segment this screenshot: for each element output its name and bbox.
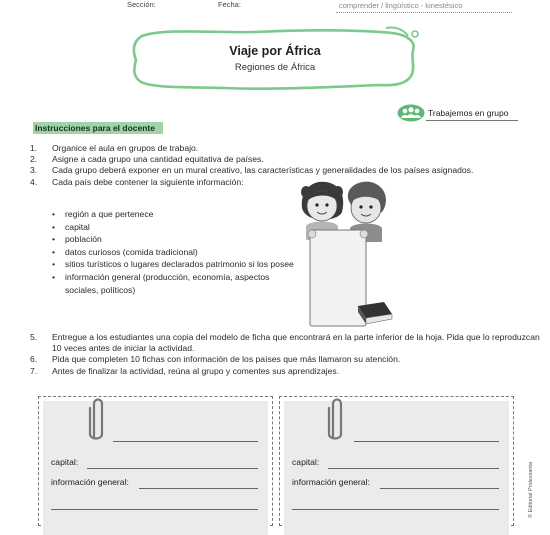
step-item: 5. Entregue a los estudiantes una copia del modelo de ficha que encontrará en la parte inferior de la hoja. Pida que lo reproduzcan 10 veces antes de iniciar la actividad. xyxy=(30,332,540,354)
title-banner-cloud xyxy=(124,24,424,94)
children-holding-poster-illustration xyxy=(296,178,396,333)
group-underline xyxy=(426,120,518,121)
step-item: 3. Cada grupo deberá exponer en un mural creativo, las características y generalidades de los países asignados. xyxy=(30,165,474,176)
card-panel xyxy=(284,401,509,535)
paperclip-icon xyxy=(326,394,348,442)
steps-list-1 xyxy=(30,143,540,188)
capital-line xyxy=(87,468,258,469)
step-item: 1. Organice el aula en grupos de trabajo. xyxy=(30,143,199,153)
worksheet-header xyxy=(0,0,550,14)
step-item: 6. Pida que completen 10 fichas con información de los países que más llamaron su atención. xyxy=(30,354,401,365)
info-line-2 xyxy=(51,509,258,510)
page-title: Viaje por África xyxy=(229,44,321,58)
paperclip-icon xyxy=(87,394,109,442)
info-label: información general: xyxy=(292,477,370,487)
bullet-item: • población xyxy=(52,233,297,246)
capital-label: capital: xyxy=(292,457,320,467)
publisher-credit: © Editorial Prolexsanta xyxy=(528,461,534,518)
info-line-2 xyxy=(292,509,499,510)
info-line xyxy=(380,488,499,489)
teacher-instructions-heading: Instrucciones para el docente xyxy=(33,122,163,134)
step-item: 7. Antes de finalizar la actividad, reúna al grupo y comentes sus aprendizajes. xyxy=(30,365,340,376)
capital-line xyxy=(328,468,499,469)
group-icon xyxy=(397,104,425,122)
card-panel xyxy=(43,401,268,535)
page-subtitle: Regiones de África xyxy=(234,62,316,73)
header-dotted-line xyxy=(336,12,512,13)
step-item: 4. Cada país debe contener la siguiente información: xyxy=(30,176,244,187)
bullet-item: • datos curiosos (comida tradicional) xyxy=(52,246,297,259)
fecha-label: Fecha: xyxy=(218,0,241,9)
info-label: información general: xyxy=(51,477,129,487)
steps-list-2 xyxy=(30,332,545,377)
bullet-item: • capital xyxy=(52,221,297,234)
seccion-label: Sección: xyxy=(127,0,156,9)
bullet-item: • información general (producción, economía, aspectos sociales, políticos) xyxy=(52,271,297,296)
country-card-template xyxy=(279,396,514,526)
group-work-label: Trabajemos en grupo xyxy=(428,108,509,118)
country-card-template xyxy=(38,396,273,526)
info-bullets xyxy=(52,208,297,296)
bullet-item: • sitios turísticos o lugares declarados patrimonio si los posee xyxy=(52,258,297,271)
bullet-item: • región a que pertenece xyxy=(52,208,297,221)
capital-label: capital: xyxy=(51,457,79,467)
info-line xyxy=(139,488,258,489)
country-name-line xyxy=(354,441,499,442)
step-item: 2. Asigne a cada grupo una cantidad equitativa de países. xyxy=(30,154,264,165)
country-name-line xyxy=(113,441,258,442)
intelligences-label: comprender / lingüístico - kinestésico xyxy=(339,1,463,10)
